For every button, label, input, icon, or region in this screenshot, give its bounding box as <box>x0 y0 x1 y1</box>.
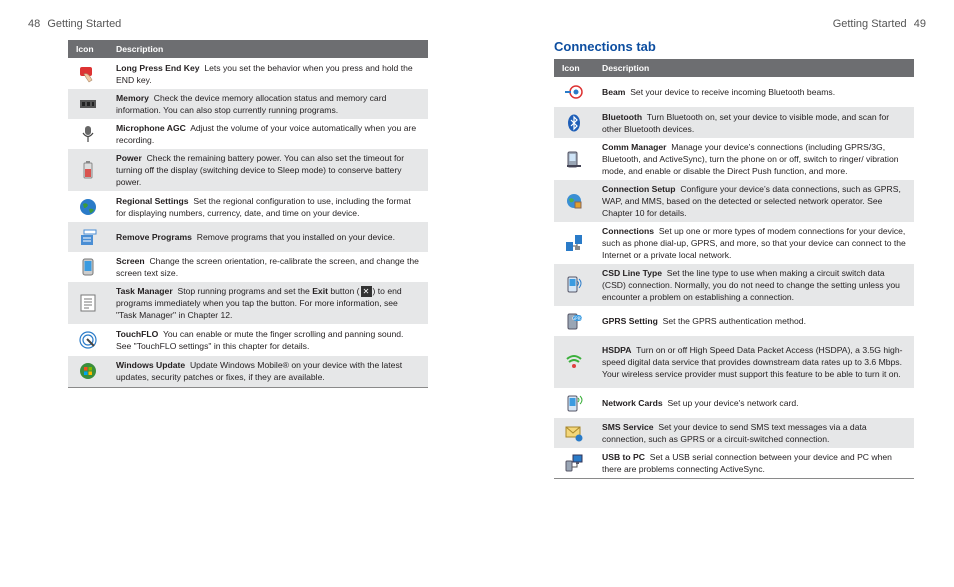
globe-icon <box>78 197 98 217</box>
left-page-number: 48 <box>28 18 41 30</box>
exit-x-icon: ✕ <box>361 286 372 297</box>
table-row <box>68 222 428 252</box>
row-title: Connection Setup <box>602 184 676 194</box>
touchflo-icon <box>78 330 98 350</box>
row-description: Set the GPRS authentication method. <box>662 316 806 326</box>
row-description: You can enable or mute the finger scrolling and panning sound. See "TouchFLO settings" in this chapter for details. <box>116 329 404 352</box>
row-description: Set your device to receive incoming Bluetooth beams. <box>630 87 836 97</box>
bluetooth-icon <box>564 113 584 133</box>
memory-icon <box>78 94 98 114</box>
row-description: Manage your device’s connections (including GPRS/3G, Bluetooth, and ActiveSync), turn the phone on or off, switch to ringer/ vibration mode, and enable or disable the Direct Push function, and more. <box>602 142 899 176</box>
table-row <box>554 264 914 306</box>
comm-manager-icon <box>564 149 584 169</box>
microphone-icon <box>78 124 98 144</box>
row-title: Windows Update <box>116 360 186 371</box>
right-page-header <box>833 18 930 30</box>
row-title: Bluetooth <box>602 111 643 122</box>
connections-table <box>554 59 914 479</box>
row-description: Set up one or more types of modem connections for your device, such as phone dial-up, GPRS, and more, so that your device can connect to the Internet or a private local network. <box>602 226 906 260</box>
table-row <box>68 149 428 191</box>
row-description-cont: button ( <box>330 286 360 296</box>
right-page-number: 49 <box>913 18 926 30</box>
row-description: Set the line type to use when making a circuit switch data (CSD) connection. Normally, you do not need to change the setting unless you encounter a problem on establishing a connection. <box>602 268 900 302</box>
table-row <box>554 138 914 180</box>
row-title: Remove Programs <box>116 232 192 242</box>
left-running-title: Getting Started <box>47 18 122 30</box>
row-title: Regional Settings <box>116 195 189 206</box>
task-manager-icon <box>78 293 98 313</box>
table-row <box>554 222 914 264</box>
connection-setup-icon <box>564 191 584 211</box>
row-title: Connections <box>602 226 655 236</box>
description-column-header: Description <box>594 59 914 77</box>
row-description: Adjust the volume of your voice automatically when you are recording. <box>116 123 417 145</box>
row-title: HSDPA <box>602 345 632 355</box>
table-row <box>554 77 914 107</box>
row-description: Configure your device’s data connections, such as GPRS, WAP, and MMS, based on the detected or selected network operator. See Chapter 10 for details. <box>602 184 901 218</box>
connections-icon <box>564 233 584 253</box>
network-cards-icon <box>564 393 584 413</box>
row-description: Stop running programs and set the <box>177 286 310 296</box>
table-row <box>554 448 914 479</box>
row-title: Microphone AGC <box>116 123 186 133</box>
row-description: Turn on or off High Speed Data Packet Access (HSDPA), a 3.5G high-speed digital data service that provides downstream data rates up to 3.6 Mbps. Your wireless service provider must support this feature to be able to turn it on. <box>602 345 903 379</box>
gprs-setting-icon <box>564 311 584 331</box>
row-description: Check the device memory allocation status and memory card information. You can also stop currently running programs. <box>116 93 387 115</box>
icon-column-header: Icon <box>554 59 594 77</box>
row-description: Set a USB serial connection between your device and PC when there are problems connecting ActiveSync. <box>602 452 892 474</box>
row-title: Beam <box>602 87 626 97</box>
exit-label: Exit <box>312 286 328 296</box>
sms-service-icon <box>564 423 584 443</box>
row-title: Long Press End Key <box>116 62 200 73</box>
table-row <box>68 324 428 356</box>
icon-column-header: Icon <box>68 40 108 58</box>
row-title: Memory <box>116 93 149 103</box>
row-description: Check the remaining battery power. You can also set the timeout for turning off the display (switching device to Sleep mode) to conserve battery power. <box>116 153 405 187</box>
table-row <box>68 252 428 282</box>
row-title: USB to PC <box>602 452 645 462</box>
table-row <box>68 282 428 324</box>
row-description: Set the regional configuration to use, including the format for displaying numbers, currency, date, and time on your device. <box>116 195 411 218</box>
table-row <box>554 306 914 336</box>
table-row <box>554 336 914 388</box>
row-title: Network Cards <box>602 398 663 408</box>
row-title: TouchFLO <box>116 329 159 340</box>
row-description: Lets you set the behavior when you press and hold the END key. <box>116 62 413 85</box>
table-row <box>554 388 914 418</box>
hsdpa-icon <box>564 352 584 372</box>
right-running-title: Getting Started <box>832 18 907 30</box>
usb-to-pc-icon <box>564 453 584 473</box>
row-description: Turn Bluetooth on, set your device to visible mode, and scan for other Bluetooth devices. <box>602 111 890 134</box>
svg-text:GPRS: GPRS <box>572 315 583 321</box>
row-title: CSD Line Type <box>602 268 663 278</box>
beam-icon <box>564 82 584 102</box>
table-row <box>554 418 914 448</box>
table-row <box>68 191 428 222</box>
row-title: Task Manager <box>116 286 173 296</box>
row-description: Remove programs that you installed on your device. <box>196 232 395 242</box>
table-row <box>68 58 428 89</box>
csd-line-type-icon <box>564 275 584 295</box>
table-header-row <box>68 40 428 58</box>
table-header-row <box>554 59 914 77</box>
row-title: Power <box>116 153 142 163</box>
table-row <box>554 107 914 138</box>
table-row <box>68 119 428 149</box>
table-row <box>554 180 914 222</box>
section-title: Connections tab <box>554 39 656 54</box>
row-title: GPRS Setting <box>602 316 658 326</box>
row-description-end: ) to end programs immediately when you tap the button. For more information, see "Task Manager" in Chapter 12. <box>116 286 402 321</box>
screen-icon <box>78 257 98 277</box>
row-description: Change the screen orientation, re-calibrate the screen, and change the screen text size. <box>116 256 419 278</box>
description-column-header: Description <box>108 40 428 58</box>
row-title: Screen <box>116 256 145 266</box>
row-description: Update Windows Mobile® on your device with the latest updates, security patches or fixes, if they are available. <box>116 360 403 383</box>
system-settings-table <box>68 40 428 388</box>
left-page-header <box>24 18 121 30</box>
row-description: Set your device to send SMS text messages via a data connection, such as GPRS or a circuit-switched connection. <box>602 422 867 444</box>
windows-update-icon <box>78 361 98 381</box>
battery-icon <box>78 160 98 180</box>
row-title: Comm Manager <box>602 142 667 152</box>
remove-programs-icon <box>78 227 98 247</box>
row-description: Set up your device's network card. <box>667 398 799 408</box>
table-row <box>68 89 428 119</box>
long-press-end-key-icon <box>78 64 98 84</box>
table-row <box>68 356 428 387</box>
row-title: SMS Service <box>602 422 654 432</box>
